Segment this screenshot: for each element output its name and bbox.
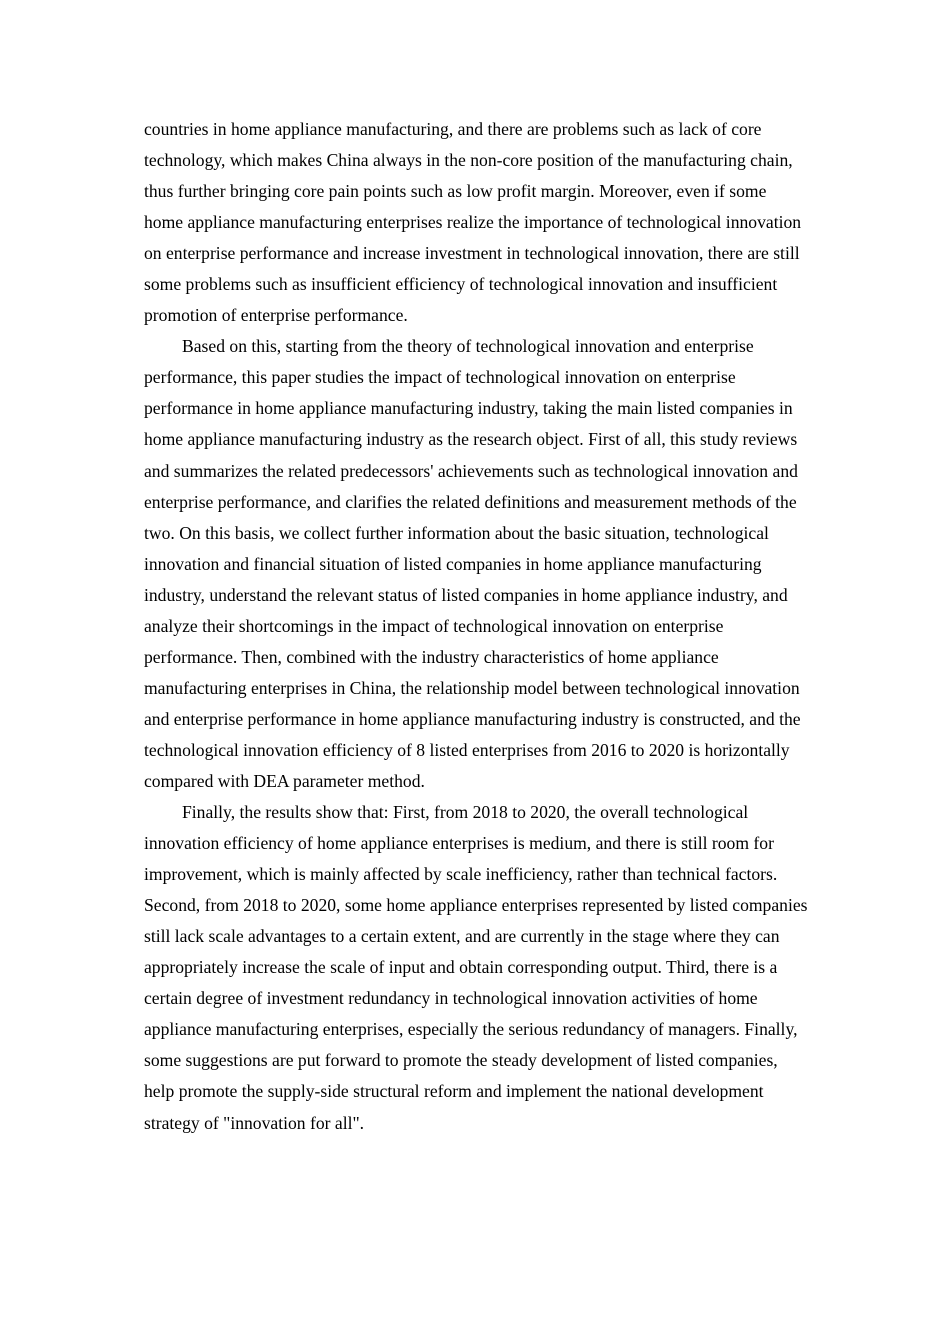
paragraph-findings: Finally, the results show that: First, from 2018 to 2020, the overall technological innovation efficiency of home appliance enterprises is medium, and there is still room for improvement, which is mainly affected by scale inefficiency, rather than technical factors. Second, from 2018 to 2020, some home appliance enterprises represented by listed companies still lack scale advantages to a certain extent, and are currently in the stage where they can appropriately increase the scale of input and obtain corresponding output. Third, there is a certain degree of investment redundancy in technological innovation activities of home appliance manufacturing enterprises, especially the serious redundancy of managers. Finally, some suggestions are put forward to promote the steady development of listed companies, help promote the supply-side structural reform and implement the national development strategy of "innovation for all". (144, 802, 808, 1133)
paragraph-research-approach: Based on this, starting from the theory of technological innovation and enterprise performance, this paper studies the impact of technological innovation on enterprise performance in home appliance manufacturing industry, taking the main listed companies in home appliance manufacturing industry as the research object. First of all, this study reviews and summarizes the related predecessors' achievements such as technological innovation and enterprise performance, and clarifies the related definitions and measurement methods of the two. On this basis, we collect further information about the basic situation, technological innovation and financial situation of listed companies in home appliance manufacturing industry, understand the relevant status of listed companies in home appliance industry, and analyze their shortcomings in the impact of technological innovation on enterprise performance. Then, combined with the industry characteristics of home appliance manufacturing enterprises in China, the relationship model between technological innovation and enterprise performance in home appliance manufacturing industry is constructed, and the technological innovation efficiency of 8 listed enterprises from 2016 to 2020 is horizontally compared with DEA parameter method. (144, 336, 801, 791)
paragraph-continuation: countries in home appliance manufacturing, and there are problems such as lack of core technology, which makes China always in the non-core position of the manufacturing chain, thus further bringing core pain points such as low profit margin. Moreover, even if some home appliance manufacturing enterprises realize the importance of technological innovation on enterprise performance and increase investment in technological innovation, there are still some problems such as insufficient efficiency of technological innovation and insufficient promotion of enterprise performance. (144, 119, 802, 326)
body-text (144, 114, 809, 1139)
